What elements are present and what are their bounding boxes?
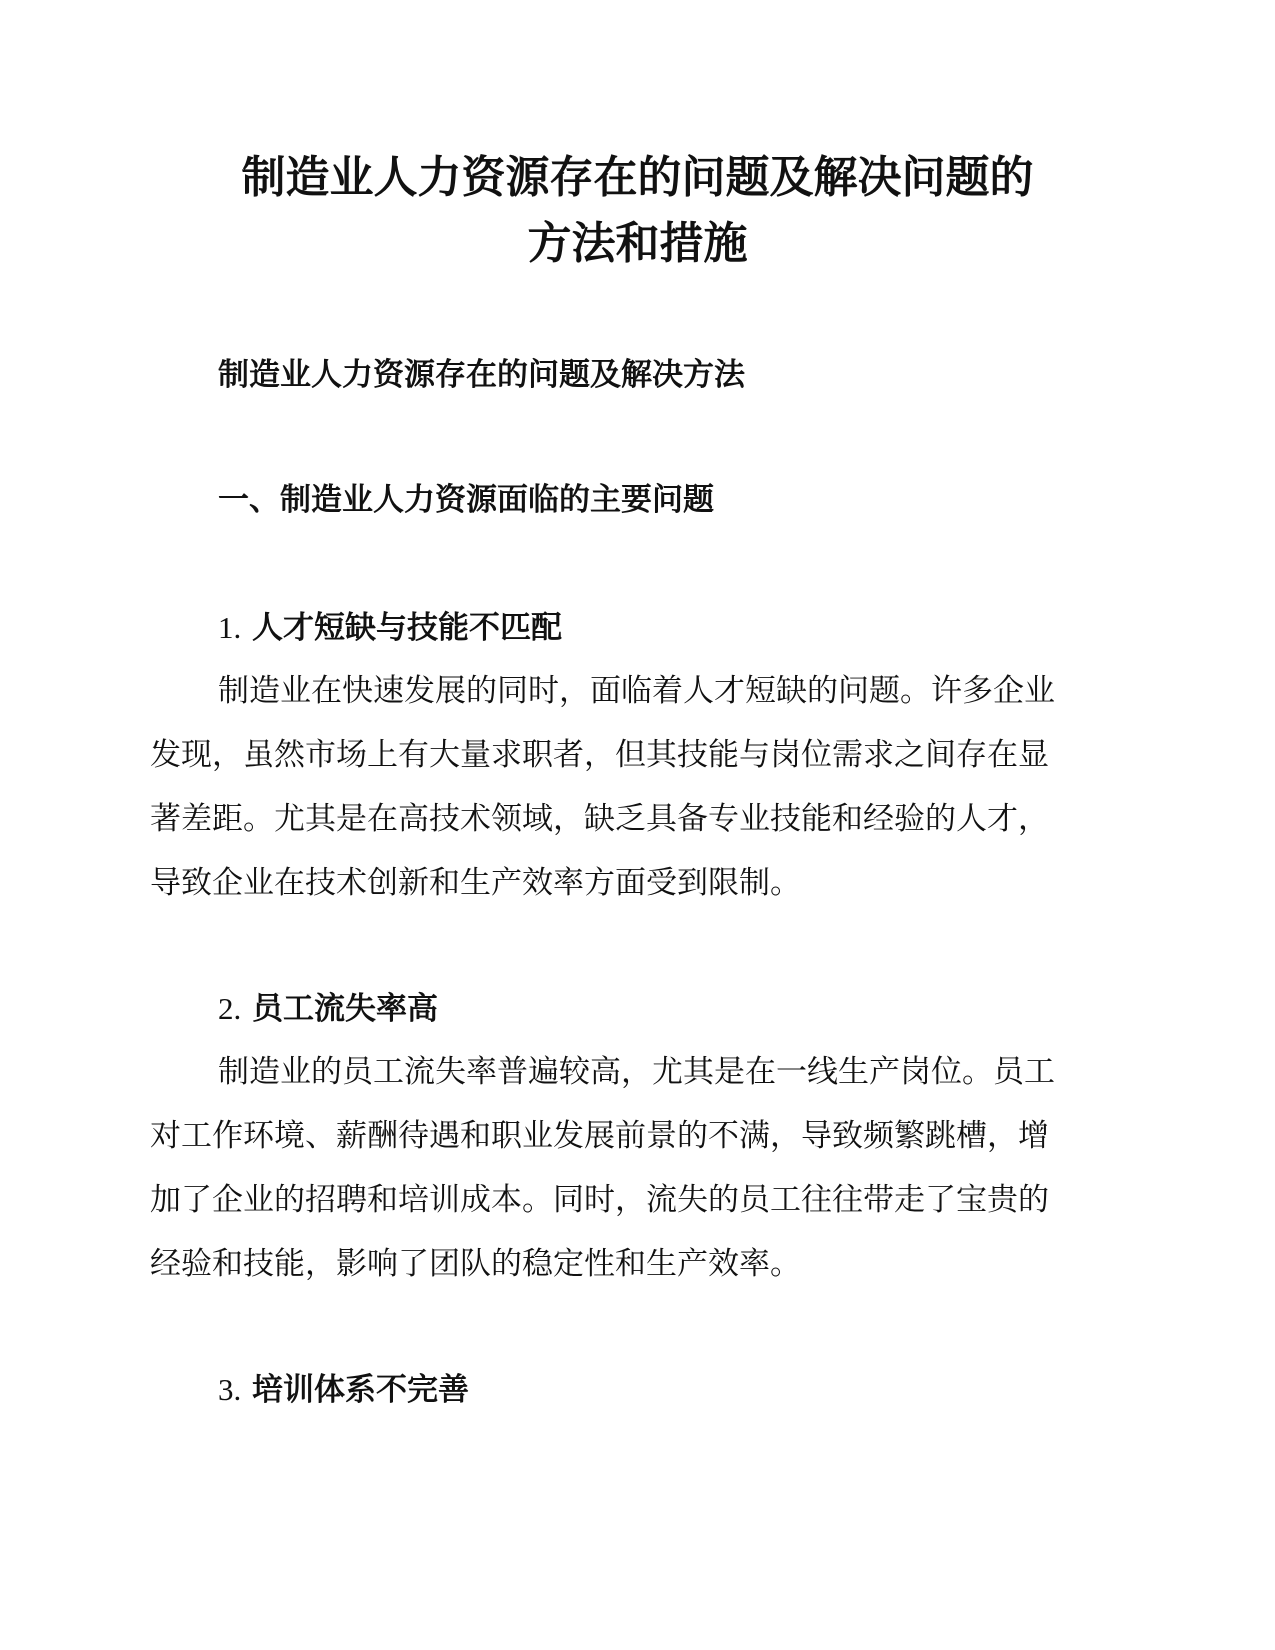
item-2-paragraph-line: 对工作环境、薪酬待遇和职业发展前景的不满，导致频繁跳槽，增 bbox=[150, 1118, 1049, 1154]
item-1-paragraph-line: 发现，虽然市场上有大量求职者，但其技能与岗位需求之间存在显 bbox=[150, 737, 1049, 773]
item-2-paragraph-line: 加了企业的招聘和培训成本。同时，流失的员工往往带走了宝贵的 bbox=[150, 1182, 1049, 1218]
item-2-paragraph-line: 经验和技能，影响了团队的稳定性和生产效率。 bbox=[150, 1246, 801, 1282]
document-subtitle: 制造业人力资源存在的问题及解决方法 bbox=[218, 357, 745, 393]
item-2-paragraph-line: 制造业的员工流失率普遍较高，尤其是在一线生产岗位。员工 bbox=[218, 1054, 1055, 1090]
item-2-heading bbox=[218, 989, 438, 1029]
item-1-title: 人才短缺与技能不匹配 bbox=[252, 610, 563, 646]
item-1-heading bbox=[218, 608, 562, 648]
document-title-line-2: 方法和措施 bbox=[527, 218, 748, 269]
item-1-paragraph-line: 导致企业在技术创新和生产效率方面受到限制。 bbox=[150, 865, 801, 901]
item-3-number: 3. bbox=[218, 1372, 242, 1407]
item-2-number: 2. bbox=[218, 991, 242, 1026]
item-1-number: 1. bbox=[218, 610, 242, 645]
item-1-paragraph-line: 制造业在快速发展的同时，面临着人才短缺的问题。许多企业 bbox=[218, 673, 1055, 709]
section-1-heading: 一、制造业人力资源面临的主要问题 bbox=[218, 482, 714, 518]
item-3-heading bbox=[218, 1370, 469, 1410]
item-1-paragraph-line: 著差距。尤其是在高技术领域，缺乏具备专业技能和经验的人才， bbox=[150, 801, 1049, 837]
document-title-line-1: 制造业人力资源存在的问题及解决问题的 bbox=[241, 152, 1034, 203]
item-2-title: 员工流失率高 bbox=[252, 991, 439, 1027]
item-3-title: 培训体系不完善 bbox=[252, 1372, 470, 1408]
